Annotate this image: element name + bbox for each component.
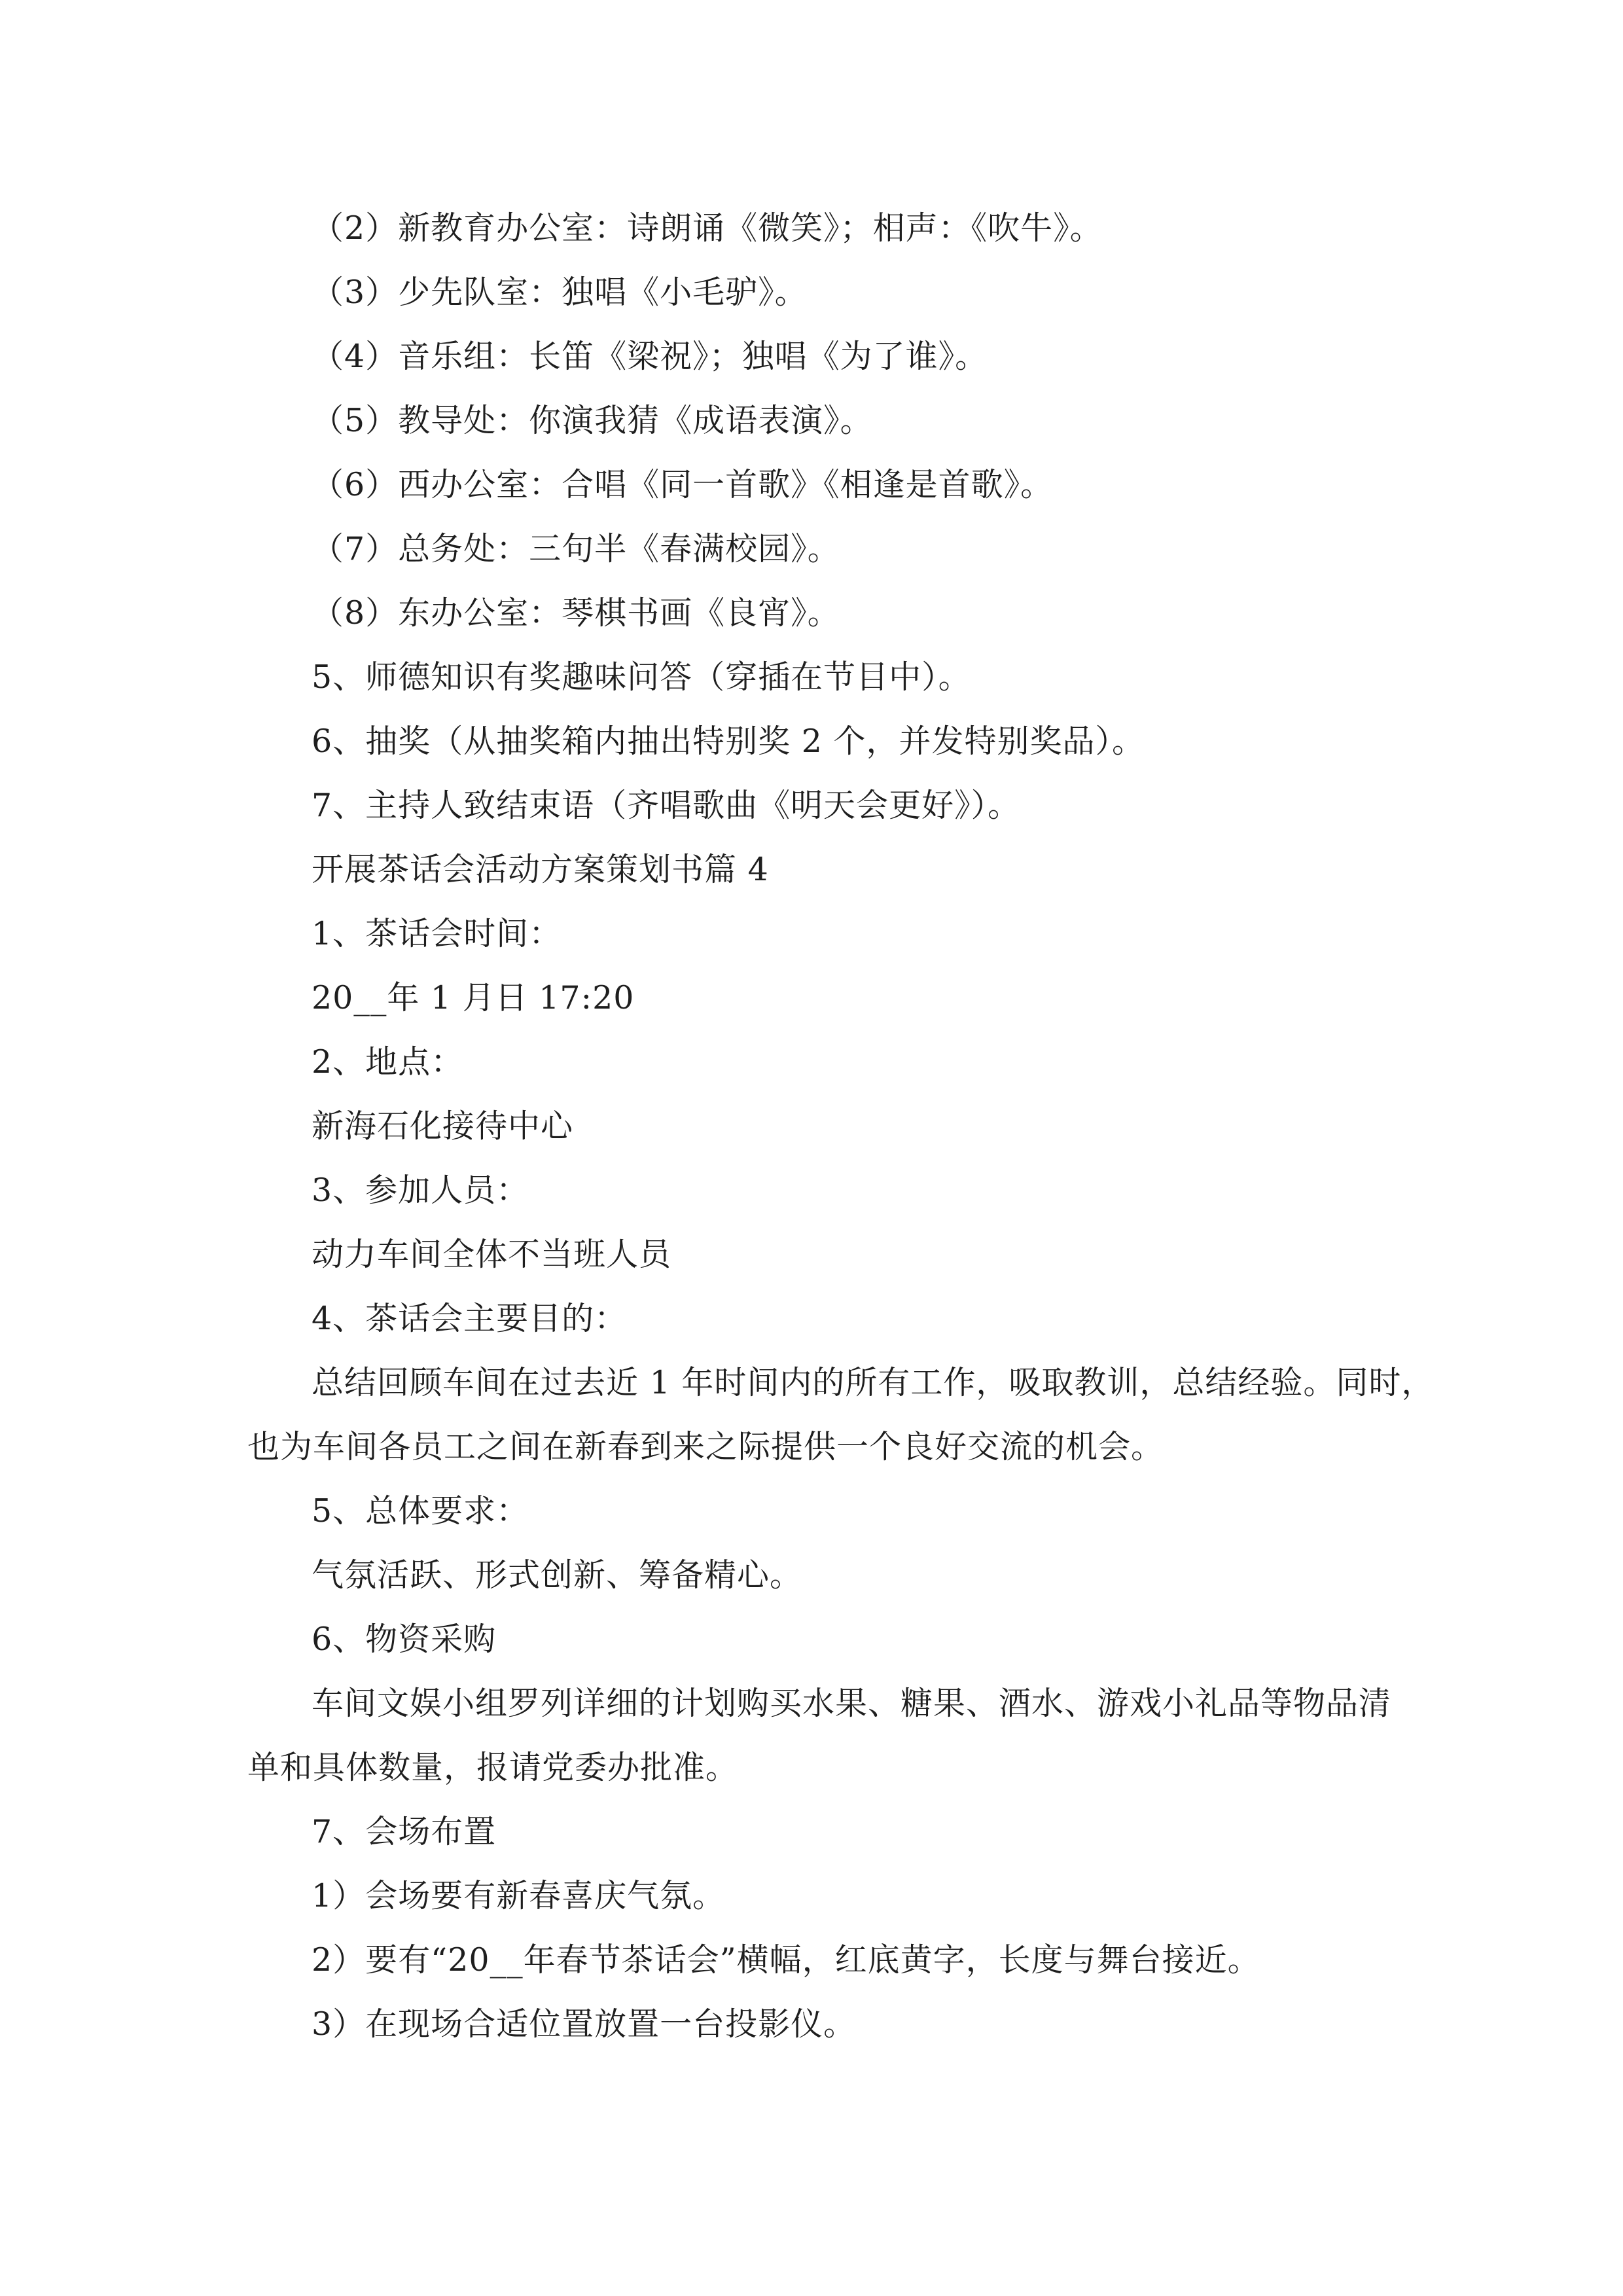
text-line: 7、主持人致结束语（齐唱歌曲《明天会更好》）。	[312, 787, 1021, 824]
text-line: 新海石化接待中心	[312, 1107, 574, 1145]
text-line: 也为车间各员工之间在新春到来之际提供一个良好交流的机会。	[247, 1428, 1164, 1465]
text-line: 3、参加人员：	[312, 1172, 529, 1209]
text-line: 车间文娱小组罗列详细的计划购买水果、糖果、酒水、游戏小礼品等物品清	[312, 1685, 1392, 1722]
text-line: 5、师德知识有奖趣味问答（穿插在节目中）。	[312, 658, 971, 696]
text-line: 3）在现场合适位置放置一台投影仪。	[312, 2005, 857, 2043]
text-line: 1、茶话会时间：	[312, 915, 562, 952]
text-line: （7）总务处：三句半《春满校园》。	[312, 530, 840, 567]
text-line: 6、物资采购	[312, 1621, 497, 1658]
text-line: 单和具体数量，报请党委办批准。	[247, 1749, 739, 1786]
text-line: 1）会场要有新春喜庆气氛。	[312, 1877, 726, 1914]
text-line: （6）西办公室：合唱《同一首歌》《相逢是首歌》。	[312, 466, 1054, 503]
text-line: （8）东办公室：琴棋书画《良宵》。	[312, 594, 840, 632]
text-line: （5）教导处：你演我猜《成语表演》。	[312, 402, 873, 439]
text-line: 2、地点：	[312, 1043, 464, 1081]
text-line: 6、抽奖（从抽奖箱内抽出特别奖 2 个，并发特别奖品）。	[312, 723, 1145, 760]
text-line: （4）音乐组：长笛《梁祝》；独唱《为了谁》。	[312, 338, 988, 375]
text-line: 2）要有“20__年春节茶话会”横幅，红底黄字，长度与舞台接近。	[312, 1941, 1260, 1979]
text-line: 5、总体要求：	[312, 1492, 529, 1530]
text-line: 开展茶话会活动方案策划书篇 4	[312, 851, 769, 888]
text-line: 20__年 1 月日 17:20	[312, 979, 635, 1016]
text-line: 气氛活跃、形式创新、筹备精心。	[312, 1556, 803, 1594]
text-line: 7、会场布置	[312, 1813, 497, 1850]
text-line: （2）新教育办公室：诗朗诵《微笑》；相声：《吹牛》。	[312, 209, 1103, 247]
text-line: 总结回顾车间在过去近 1 年时间内的所有工作，吸取教训，总结经验。同时，	[312, 1364, 1435, 1401]
text-line: 动力车间全体不当班人员	[312, 1236, 672, 1273]
document-body	[247, 196, 1435, 2056]
text-line: （3）少先队室：独唱《小毛驴》。	[312, 274, 808, 311]
text-line: 4、茶话会主要目的：	[312, 1300, 628, 1337]
